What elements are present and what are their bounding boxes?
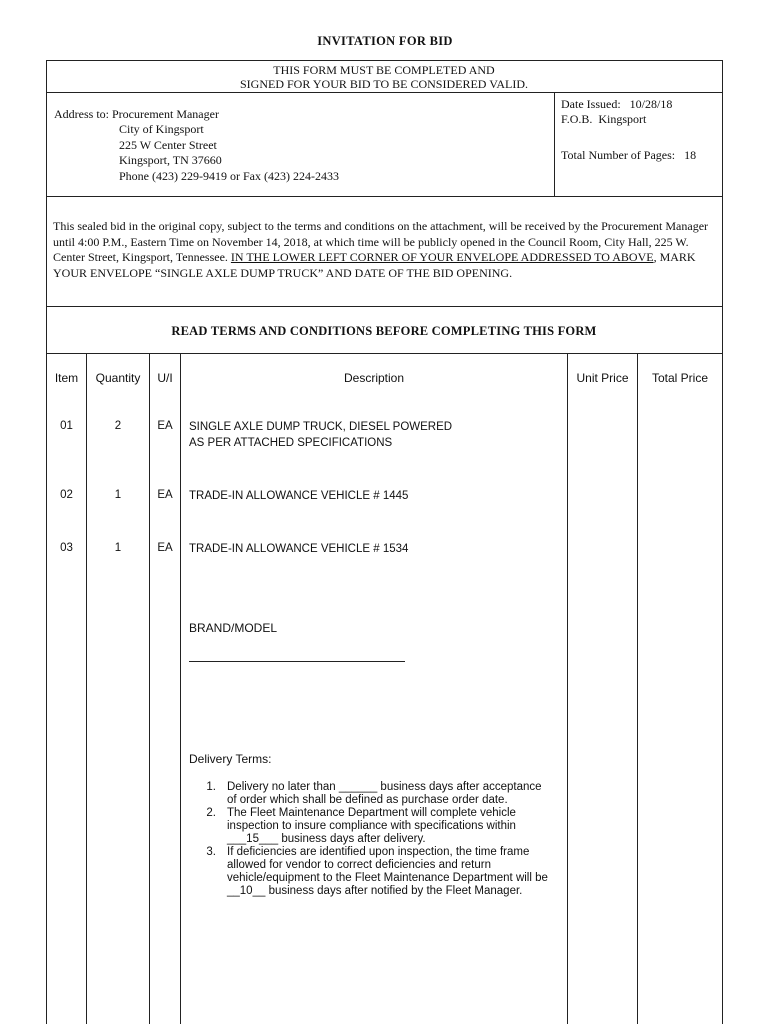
col-divider-quantity: [149, 353, 150, 1024]
delivery-term-number: 2.: [206, 807, 216, 819]
row-1-description: [189, 419, 452, 451]
frame-right-border: [722, 60, 723, 1024]
row-1-ui: EA: [157, 420, 173, 432]
row-2-description: TRADE-IN ALLOWANCE VEHICLE # 1445: [189, 490, 409, 502]
header-description: Description: [343, 371, 405, 385]
address-line-2: City of Kingsport: [119, 122, 204, 137]
row-1-description-line-2: AS PER ATTACHED SPECIFICATIONS: [189, 437, 393, 449]
delivery-term-text: If deficiencies are identified upon inspection, the time frame allowed for vendor to correct deficiencies and return vehicle/equipment to the Fleet Maintenance Department will be __10__ business days after notified by the Fleet Manager.: [227, 846, 548, 897]
row-3-item: 03: [60, 542, 73, 554]
row-1-item: 01: [60, 420, 73, 432]
address-divider: [46, 196, 723, 197]
address-block: [54, 107, 339, 184]
intro-underlined: IN THE LOWER LEFT CORNER OF YOUR ENVELOPE ADDRESSED TO ABOVE: [230, 250, 654, 265]
address-label: Address to:: [54, 107, 109, 121]
row-2-quantity: 1: [114, 489, 122, 501]
row-2-ui: EA: [157, 489, 173, 501]
notice-line-2: SIGNED FOR YOUR BID TO BE CONSIDERED VALID.: [239, 77, 529, 91]
page-title: INVITATION FOR BID: [317, 34, 453, 48]
fob: F.O.B. Kingsport: [561, 112, 647, 126]
brand-model-label: BRAND/MODEL: [189, 621, 278, 635]
header-item: Item: [54, 371, 79, 385]
meta-divider: [554, 92, 555, 196]
intro-tail: , MARK YOUR ENVELOPE “SINGLE AXLE DUMP TRUCK” AND DATE OF THE BID OPENING.: [53, 250, 696, 280]
brand-model-input-line[interactable]: [189, 661, 405, 662]
col-divider-item: [86, 353, 87, 1024]
delivery-terms-list: [189, 781, 549, 898]
delivery-terms-heading: Delivery Terms:: [189, 752, 272, 766]
delivery-term-2: [189, 807, 549, 846]
col-divider-description: [567, 353, 568, 1024]
row-1-description-line-1: SINGLE AXLE DUMP TRUCK, DIESEL POWERED: [189, 421, 453, 433]
address-line-1: Procurement Manager: [112, 107, 219, 121]
notice-line-1: THIS FORM MUST BE COMPLETED AND: [273, 63, 495, 77]
delivery-term-number: 1.: [206, 781, 216, 793]
address-line-4: Kingsport, TN 37660: [119, 153, 222, 168]
date-issued: Date Issued: 10/28/18: [561, 97, 673, 111]
intro-text: This sealed bid in the original copy, subject to the terms and conditions on the attachment, will be received by the Procurement Manager until 4:00 P.M., Eastern Time on November 14, 2018, at which time will be publicly opened in the Council Room, City Hall, 225 W. Center Street, Kingsport, Tennessee.: [53, 219, 709, 265]
header-unit-price: Unit Price: [576, 371, 629, 385]
delivery-term-3: [189, 846, 549, 898]
col-divider-unit-price: [637, 353, 638, 1024]
date-block: [561, 97, 672, 127]
row-1-quantity: 2: [114, 420, 122, 432]
frame-top-border: [46, 60, 723, 61]
header-total-price: Total Price: [651, 371, 709, 385]
delivery-term-number: 3.: [206, 846, 216, 858]
intro-paragraph: [53, 219, 717, 281]
address-line-3: 225 W Center Street: [119, 137, 217, 152]
row-2-item: 02: [60, 489, 73, 501]
delivery-term-text: Delivery no later than ______ business days after acceptance of order which shall be defined as purchase order date.: [227, 781, 542, 806]
row-3-description: TRADE-IN ALLOWANCE VEHICLE # 1534: [189, 543, 409, 555]
delivery-term-text: The Fleet Maintenance Department will complete vehicle inspection to insure compliance with specifications within ___15___ business days after delivery.: [227, 807, 516, 845]
header-ui: U/I: [157, 371, 173, 385]
intro-divider: [46, 306, 723, 307]
total-pages: Total Number of Pages: 18: [561, 148, 697, 162]
header-quantity: Quantity: [95, 371, 141, 385]
notice: [46, 63, 722, 91]
notice-divider: [46, 92, 723, 93]
row-3-quantity: 1: [114, 542, 122, 554]
read-terms-heading: READ TERMS AND CONDITIONS BEFORE COMPLETING THIS FORM: [171, 324, 597, 338]
table-top-border: [46, 353, 723, 354]
delivery-term-1: [189, 781, 549, 807]
row-3-ui: EA: [157, 542, 173, 554]
col-divider-ui: [180, 353, 181, 1024]
address-line-5: Phone (423) 229-9419 or Fax (423) 224-2433: [119, 168, 339, 183]
